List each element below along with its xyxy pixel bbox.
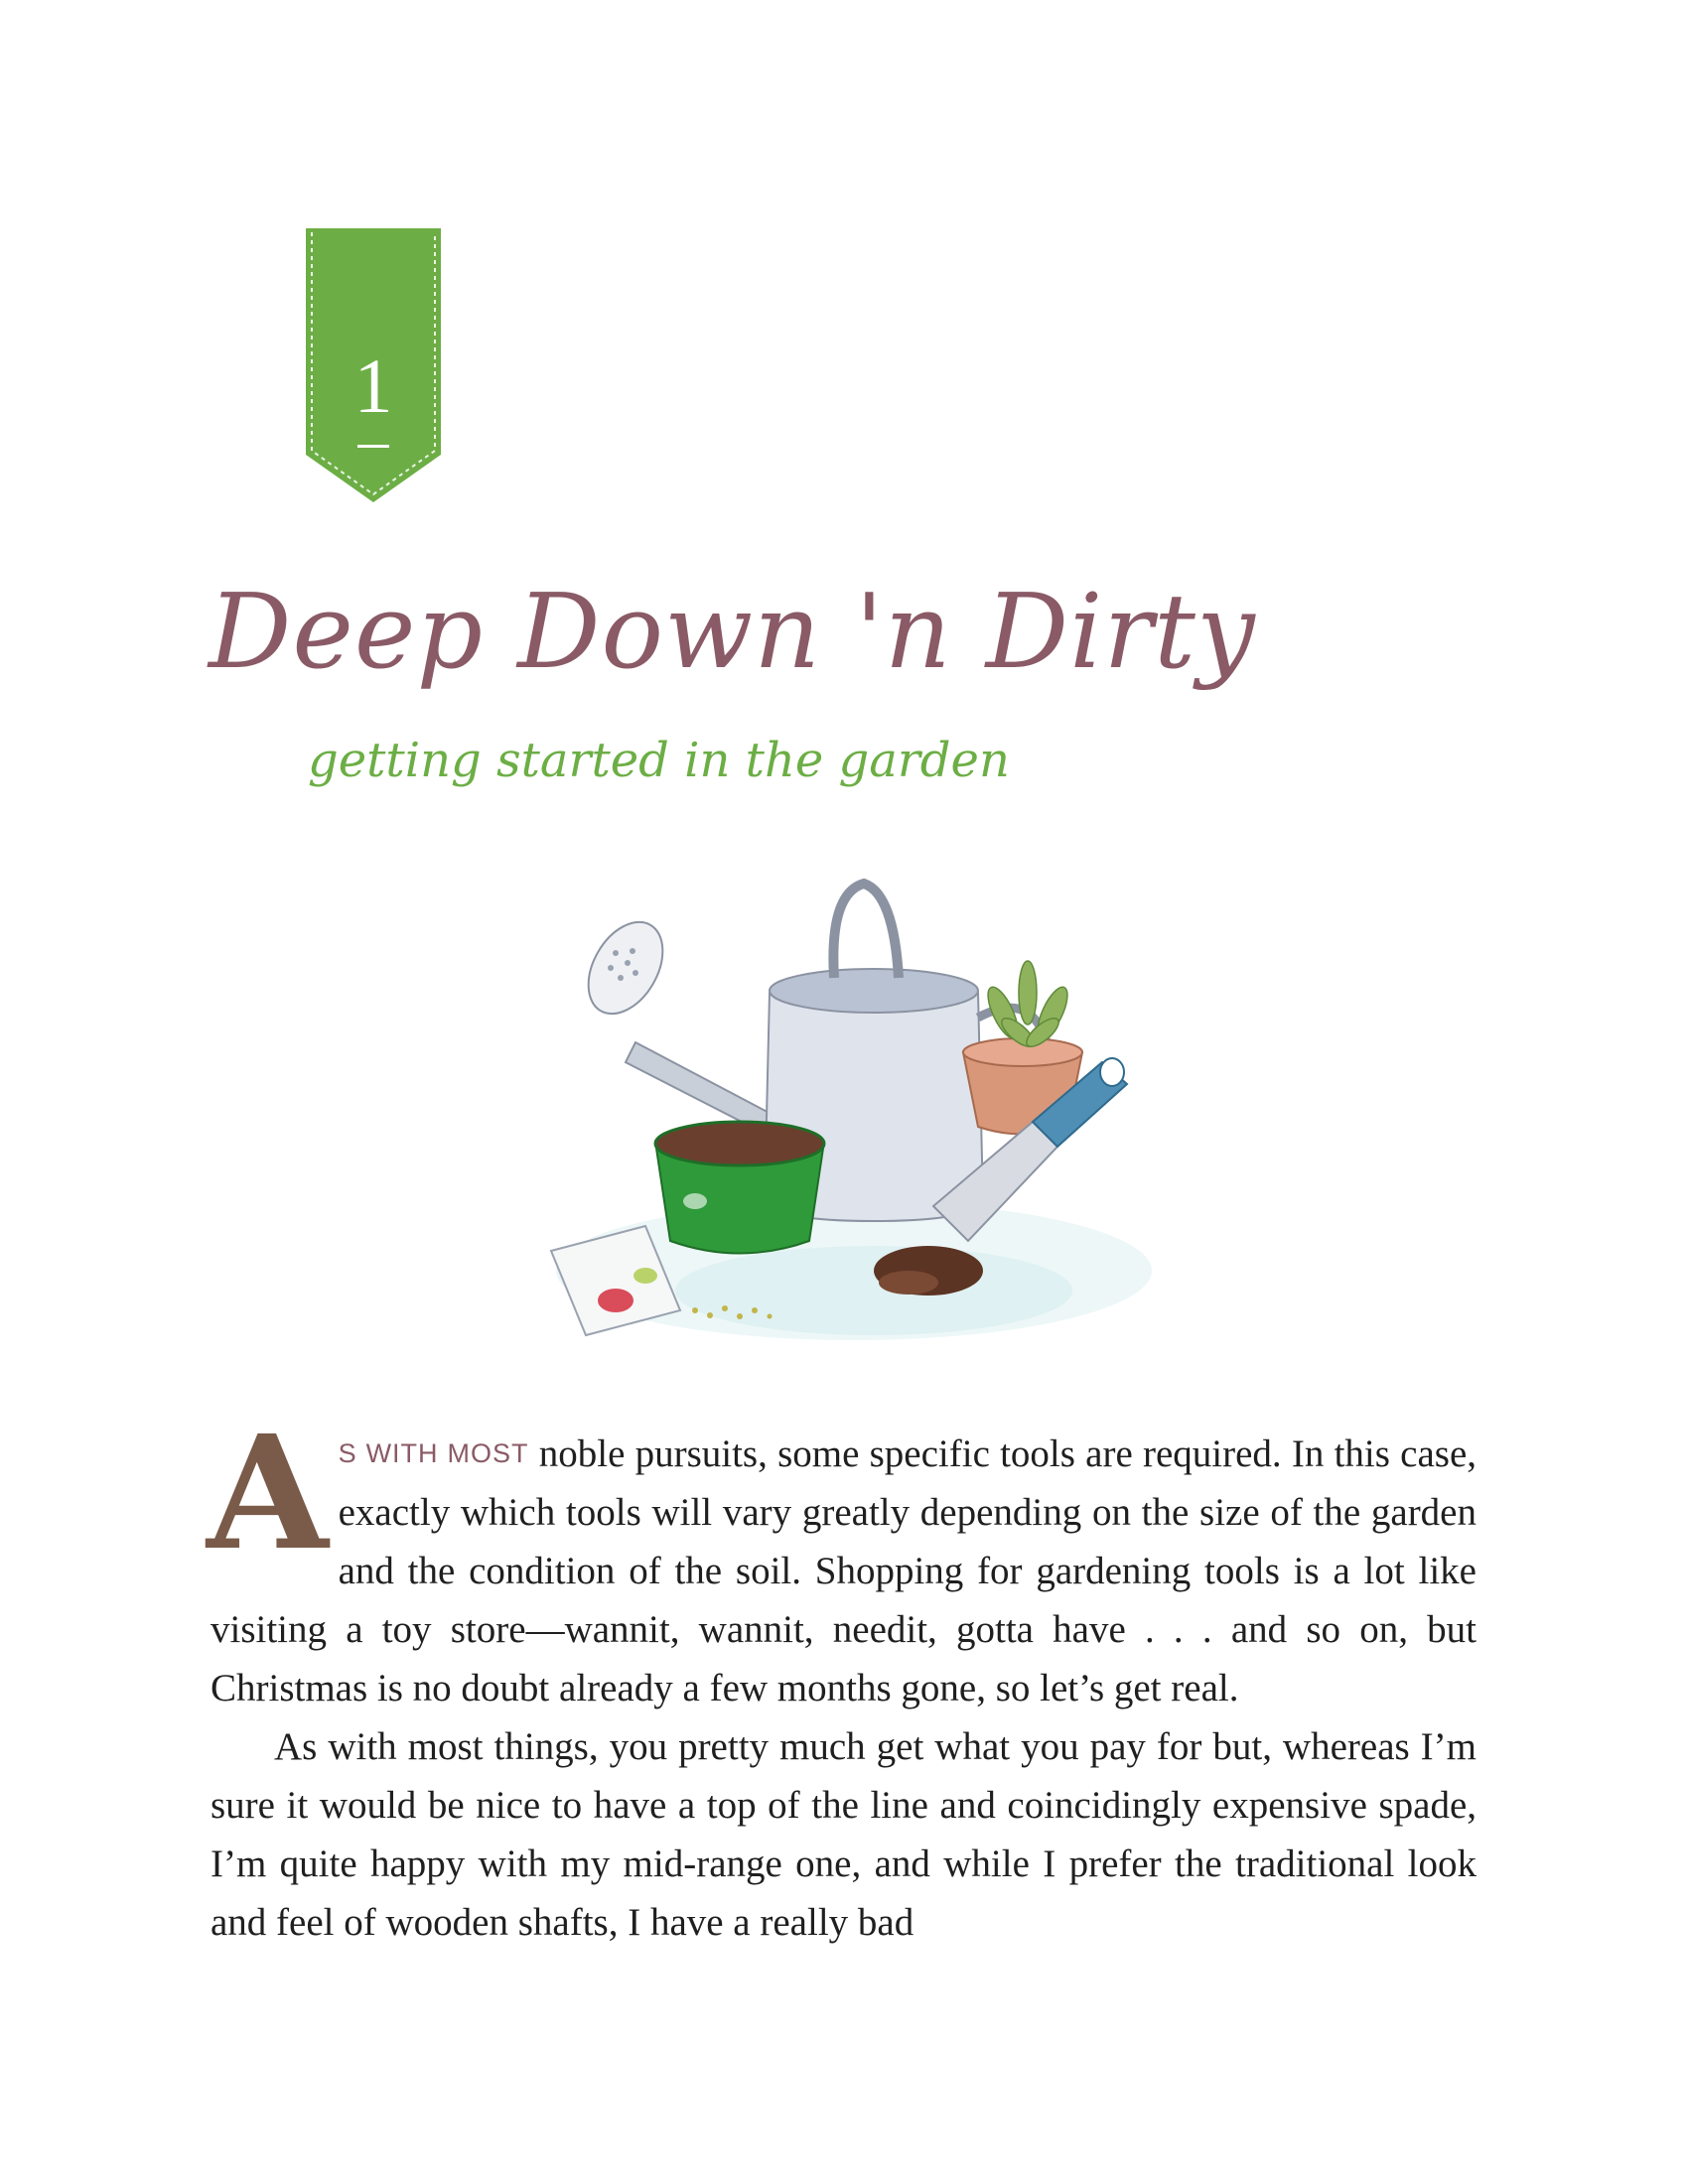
chapter-subtitle: getting started in the garden [308, 733, 1010, 788]
garden-tools-illustration [516, 874, 1172, 1370]
drop-cap: A [207, 1402, 329, 1585]
chapter-number: 1 [353, 342, 393, 429]
lead-in-small-caps: S WITH MOST [338, 1438, 529, 1468]
chapter-banner [306, 228, 441, 506]
chapter-number-underline [357, 445, 389, 448]
paragraph-1-text: noble pursuits, some specific tools are required. In this case, exactly which tools will vary greatly depending on the size of the garden and the condition of the soil. Shopping for gardening tools is a lot like visiting a toy store—wannit, wannit, needit, gotta have . . . and so on, but Christmas is no doubt already a few months gone, so let’s get real. [211, 1433, 1477, 1709]
paragraph-2: As with most things, you pretty much get what you pay for but, whereas I’m sure it would be nice to have a top of the line and coincidingly expensive spade, I’m quite happy with my mid-range one, and while I prefer the traditional look and feel of wooden shafts, I have a really bad [211, 1725, 1477, 1944]
paragraph-1 [207, 1402, 1477, 1717]
body-text [207, 1402, 1477, 1952]
watering-can-icon [516, 874, 1172, 1370]
chapter-title: Deep Down 'n Dirty [209, 571, 1256, 692]
